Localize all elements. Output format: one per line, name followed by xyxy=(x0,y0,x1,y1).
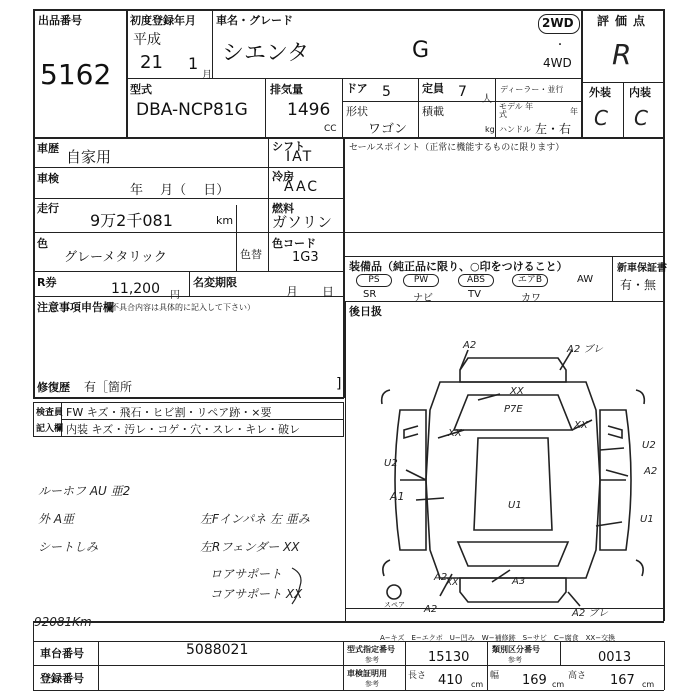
equip-navi: ナビ xyxy=(413,293,433,304)
mileage-label: 走行 xyxy=(37,202,59,215)
hand-brace xyxy=(290,566,310,606)
handle: 左・右 xyxy=(535,122,572,136)
drive-4wd: 4WD xyxy=(543,56,572,70)
equip-ps: PS xyxy=(356,274,392,287)
lot-label: 出品番号 xyxy=(38,14,82,27)
load-label: 積載 xyxy=(422,105,444,118)
reg-no-label: 登録番号 xyxy=(40,672,84,685)
recycle-label: R券 xyxy=(37,276,57,289)
capacity-label: 定員 xyxy=(422,82,444,95)
cat-no: 0013 xyxy=(598,650,632,665)
inspection-label: 車検 xyxy=(37,172,59,185)
body-label: 形状 xyxy=(346,105,368,118)
hgt-unit: cm xyxy=(642,680,655,689)
hand-note-l3: シートしみ xyxy=(38,540,99,554)
kg-unit: kg xyxy=(485,125,495,134)
int-label: 内装 xyxy=(629,86,651,99)
capacity-unit: 人 xyxy=(482,94,492,105)
wid-unit: cm xyxy=(552,680,565,689)
repair-value: 有［箇所 xyxy=(84,380,133,394)
mark-a1: A1 xyxy=(390,490,405,503)
mark-xx4: XX xyxy=(446,578,459,588)
hand-note-r1: 左Fインパネ 左 亜み xyxy=(200,512,310,526)
body: ワゴン xyxy=(368,122,408,137)
mark-xx1: XX xyxy=(510,386,524,397)
dealer-label: ディーラー・並行 xyxy=(500,85,564,94)
reg-year: 21 xyxy=(140,52,163,73)
inspection: 年 月（ 日） xyxy=(130,183,230,198)
km-unit: km xyxy=(216,214,234,227)
model-year-label: モデル 年式 xyxy=(499,102,534,119)
hand-note-l1: ルーホフ AU 亜2 xyxy=(38,484,131,498)
usage: 自家用 xyxy=(66,148,112,166)
new-warranty-label: 新車保証書 xyxy=(617,263,667,274)
spare-label: スペア xyxy=(384,601,405,609)
color: グレーメタリック xyxy=(64,250,167,265)
chassis-label: 車台番号 xyxy=(40,647,84,660)
cat-no-label: 類別区分番号 xyxy=(492,645,540,654)
mark-a2bl: A2 xyxy=(424,604,438,615)
type-no-label: 型式指定番号 xyxy=(347,645,395,654)
rating: R xyxy=(612,38,632,71)
chassis-number: 5088021 xyxy=(186,642,249,658)
height: 167 xyxy=(610,673,635,688)
shift-label: シフト xyxy=(272,140,305,153)
deadline-label: 名変期限 xyxy=(193,276,237,289)
capacity: 7 xyxy=(458,84,467,100)
mark-u2a: U2 xyxy=(384,458,398,469)
dim-sub: 参考 xyxy=(365,680,379,688)
mark-top-a: A2 xyxy=(463,340,477,351)
len-label: 長さ xyxy=(408,671,427,681)
ext-label: 外装 xyxy=(589,86,611,99)
mark-a2r: A2 xyxy=(644,466,658,477)
year-unit: 年 xyxy=(570,107,578,116)
mark-u1r: U1 xyxy=(640,514,654,525)
notes-label: 注意事項申告欄 xyxy=(37,301,114,314)
fuel: ガソリン xyxy=(272,213,333,231)
equip-tv: TV xyxy=(468,289,481,300)
equip-leather: カワ xyxy=(521,293,541,304)
rating-label: 評価点 xyxy=(597,14,652,28)
equip-pw: PW xyxy=(403,274,439,287)
ac-label: 冷房 xyxy=(272,170,294,183)
hand-odo: 92081Km xyxy=(34,615,92,629)
hgt-label: 高さ xyxy=(568,671,587,681)
damage-legend: A−キズ E−エクボ U−凹み W−補修跡 S−サビ C−腐食 XX−交換 xyxy=(380,634,616,642)
displacement: 1496 xyxy=(287,100,331,120)
hand-note-r3: ロアサポート xyxy=(210,567,283,581)
equip-abs: ABS xyxy=(458,274,494,287)
doors-label: ドア xyxy=(346,82,368,95)
ac: AAC xyxy=(284,179,320,195)
color-code-label: 色コード xyxy=(272,237,316,250)
mark-xx3: XX xyxy=(574,420,588,431)
hand-note-r2: 左Rフェンダー XX xyxy=(200,540,300,554)
inspect-row-1: FW キズ・飛石・ヒビ割・リペア跡・×要 xyxy=(66,406,272,419)
sales-label: セールスポイント（正常に機能するものに限ります） xyxy=(349,143,565,153)
len-unit: cm xyxy=(471,680,484,689)
equip-aw: AW xyxy=(577,274,594,285)
cc-unit: CC xyxy=(324,124,337,134)
hand-note-r4: コアサポート XX xyxy=(210,587,303,601)
cat-no-sub: 参考 xyxy=(508,656,522,664)
deadline: 月 日 xyxy=(286,285,335,299)
inspect-row-2: 内装 キズ・汚レ・コゲ・穴・スレ・キレ・破レ xyxy=(66,423,301,436)
car-name: シエンタ xyxy=(222,41,310,66)
mark-u2b: U2 xyxy=(642,440,656,451)
shift: IAT xyxy=(286,149,314,165)
mark-a2l: A2 xyxy=(434,572,448,583)
doors: 5 xyxy=(382,84,391,100)
repair-bracket: ] xyxy=(336,376,342,392)
equip-sr: SR xyxy=(363,289,377,300)
era: 平成 xyxy=(133,32,161,48)
color-code: 1G3 xyxy=(292,250,319,265)
mileage: 9万2千081 xyxy=(90,211,173,230)
wid-label: 幅 xyxy=(490,671,500,681)
hand-note-l2: 外 A亜 xyxy=(38,512,75,526)
repair-label: 修復歴 xyxy=(37,381,70,394)
inspector-label-1: 検査員 xyxy=(36,408,64,418)
car-diagram xyxy=(360,330,660,610)
model-code-label: 型式 xyxy=(130,83,152,96)
type-no-sub: 参考 xyxy=(365,656,379,664)
yen-unit: 円 xyxy=(170,290,180,301)
displacement-label: 排気量 xyxy=(270,83,303,96)
grade: G xyxy=(412,38,430,63)
mark-a2br: A2 ブレ xyxy=(572,608,608,619)
handle-label: ハンドル xyxy=(499,125,531,134)
mark-u1c: U1 xyxy=(508,500,522,511)
mark-a3: A3 xyxy=(512,576,526,587)
dim-label: 車検証明用 xyxy=(347,669,387,678)
model-label: 車名・グレード xyxy=(216,14,293,27)
color-change-label: 色替 xyxy=(240,248,262,261)
reg-month: 1 xyxy=(188,54,199,73)
model-code: DBA-NCP81G xyxy=(136,100,248,120)
inspector-label-2: 記入欄 xyxy=(36,424,64,434)
usage-label: 車歴 xyxy=(37,142,59,155)
new-warranty: 有・無 xyxy=(620,278,657,292)
equipment-label: 装備品（純正品に限り、○印をつけること） xyxy=(349,260,568,273)
length: 410 xyxy=(438,673,463,688)
int-grade: C xyxy=(634,106,648,130)
mark-top-b: A2 ブレ xyxy=(567,344,603,355)
rear-label: 後日扱 xyxy=(349,305,382,318)
type-no: 15130 xyxy=(428,650,470,665)
mark-p7e: P7E xyxy=(504,404,523,415)
mark-xx2: XX xyxy=(448,428,462,439)
drive-dot: ・ xyxy=(555,40,565,51)
ext-grade: C xyxy=(594,106,608,130)
recycle: 11,200 xyxy=(111,281,160,297)
first-reg-label: 初度登録年月 xyxy=(130,14,196,27)
fuel-label: 燃料 xyxy=(272,202,294,215)
reg-month-unit: 月 xyxy=(202,70,212,81)
color-label: 色 xyxy=(37,237,48,250)
lot-number: 5162 xyxy=(40,58,112,91)
notes-sub: （不具合内容は具体的に記入して下さい） xyxy=(103,303,255,312)
equip-airbag: エアB xyxy=(512,274,548,287)
width: 169 xyxy=(522,673,547,688)
drive-2wd: 2WD xyxy=(542,16,574,30)
